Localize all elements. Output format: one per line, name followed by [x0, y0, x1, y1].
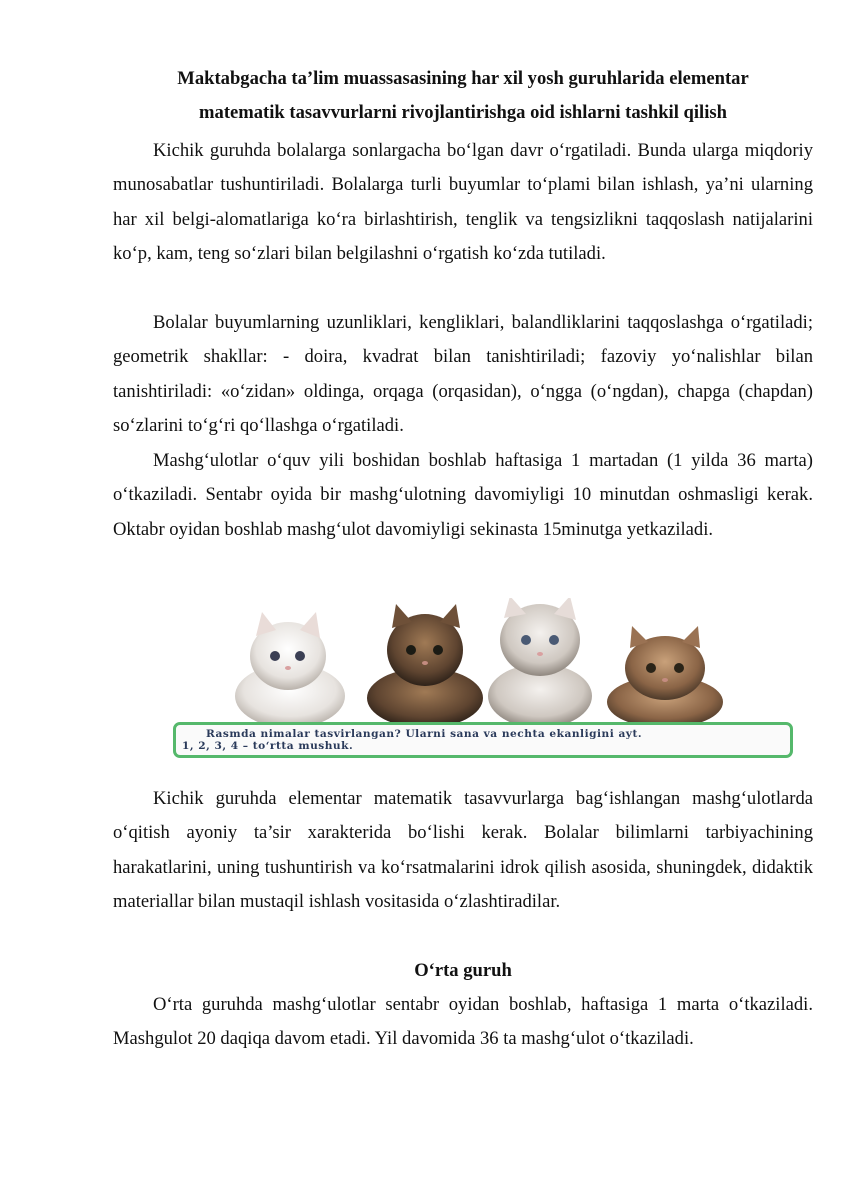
kitten-3: [488, 598, 592, 728]
paragraph-4: Kichik guruhda elementar matematik tasavvurlarga bag‘ishlangan mashg‘ulotlarda o‘qitish ayoniy ta’sir xarakterida bo‘lishi kerak. Bolalar bilimlarni tarbiyachining harakatlarini, uning tushuntirish va ko‘rsatmalarini idrok qilish asosida, shuningdek, didaktik materiallar bilan mustaqil ishlash vositasida o‘zlashtiradilar.: [113, 788, 813, 912]
section-heading-middle-group: O‘rta guruh: [414, 960, 512, 981]
kitten-2: [367, 604, 483, 728]
kittens-image: [170, 598, 800, 728]
kitten-1: [235, 612, 345, 728]
caption-line-1: Rasmda nimalar tasvirlangan? Ularni sana va nechta ekanligini ayt.: [206, 728, 643, 740]
title-line-2: matematik tasavvurlarni rivojlantirishga oid ishlarni tashkil qilish: [199, 102, 727, 123]
kittens-figure: [170, 598, 800, 770]
figure-caption-box: [173, 722, 793, 758]
paragraph-2: Bolalar buyumlarning uzunliklari, kengliklari, balandliklarini taqqoslashga o‘rgatiladi; geometrik shakllar: - doira, kvadrat bilan tanishtiriladi; fazoviy yo‘nalishlar bilan tanishtiriladi: «o‘zidan» oldinga, orqaga (orqasidan), o‘ngga (o‘ngdan), chapga (chapdan) so‘zlarini to‘g‘ri qo‘llashga o‘rgatiladi.: [113, 312, 813, 436]
caption-line-2: 1, 2, 3, 4 – to‘rtta mushuk.: [182, 740, 354, 752]
title-line-1: Maktabgacha ta’lim muassasasining har xil yosh guruhlarida elementar: [177, 68, 749, 89]
document-title: [113, 62, 813, 130]
paragraph-1: Kichik guruhda bolalarga sonlargacha bo‘lgan davr o‘rgatiladi. Bunda ularga miqdoriy munosabatlar tushuntiriladi. Bolalarga turli buyumlar to‘plami bilan ishlash, ya’ni ularning har xil belgi-alomatlariga ko‘ra birlashtirish, tenglik va tengsizlikni taqqoslash natijalarini ko‘p, kam, teng so‘zlari bilan belgilashni o‘rgatish ko‘zda tutiladi.: [113, 140, 813, 264]
paragraph-5: O‘rta guruhda mashg‘ulotlar sentabr oyidan boshlab, haftasiga 1 marta o‘tkaziladi. Mashgulot 20 daqiqa davom etadi. Yil davomida 36 ta mashg‘ulot o‘tkaziladi.: [113, 994, 813, 1050]
kitten-4: [607, 626, 723, 728]
paragraph-3: Mashg‘ulotlar o‘quv yili boshidan boshlab haftasiga 1 martadan (1 yilda 36 marta) o‘tkaziladi. Sentabr oyida bir mashg‘ulotning davomiyligi 10 minutdan oshmasligi kerak. Oktabr oyidan boshlab mashg‘ulot davomiyligi sekinasta 15minutga yetkaziladi.: [113, 450, 813, 540]
